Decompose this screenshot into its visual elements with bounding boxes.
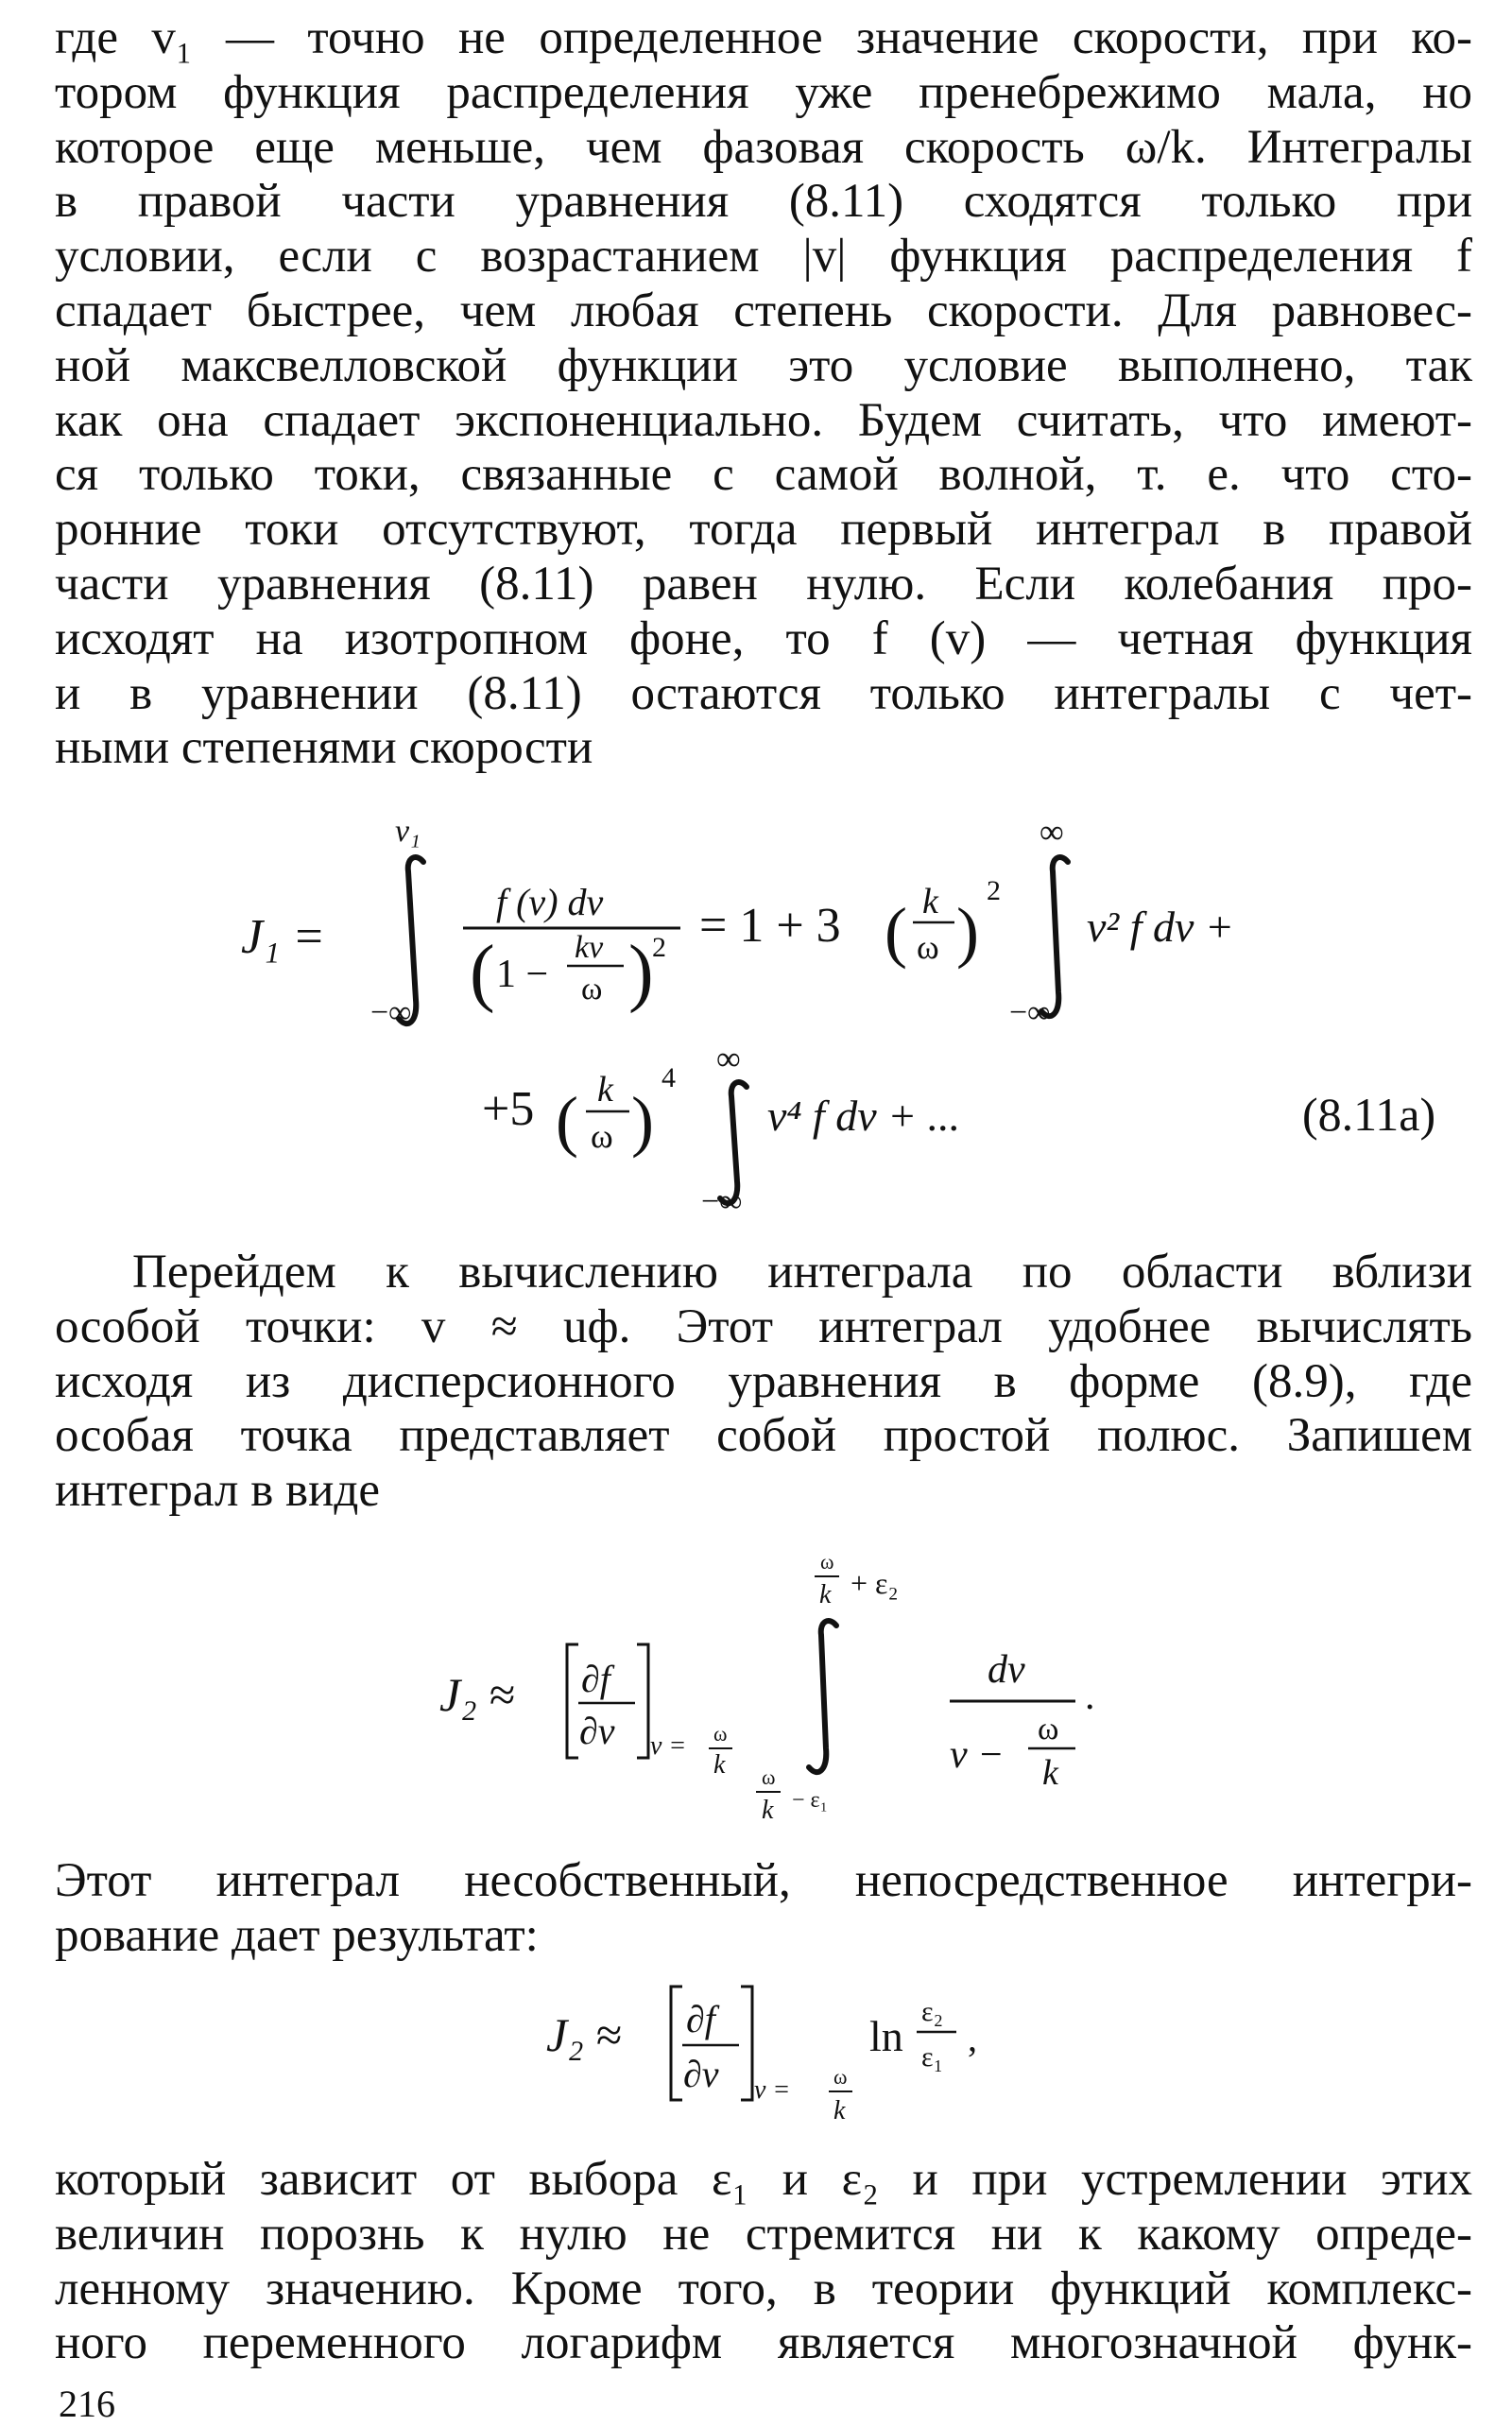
- text-line: где v₁ — точно не определенное значение скорости, при ко-: [55, 11, 1472, 64]
- text-line: ного переменного логарифм является многозначной функ-: [55, 2316, 1472, 2370]
- right-paren: ): [631, 1083, 654, 1159]
- eq2-dot: .: [1085, 1675, 1095, 1718]
- text-line: Этот интеграл несобственный, непосредственное интегри-: [55, 1854, 1472, 1907]
- eq2-lower-k: k: [762, 1796, 774, 1825]
- eq2-sub-omega: ω: [713, 1722, 728, 1746]
- eq1-power-2b: 2: [987, 875, 1001, 906]
- eq1-den-omega: ω: [581, 972, 603, 1007]
- eq2-upper-extra: + ε₂: [850, 1566, 899, 1600]
- left-paren: (: [470, 931, 495, 1014]
- eq3-lhs: J₂ ≈: [546, 2008, 622, 2061]
- text-line: условии, если с возрастанием |v| функция распределения f: [55, 230, 1472, 284]
- left-bracket: [567, 1644, 578, 1758]
- eq1-upper-limit: v₁: [395, 814, 421, 849]
- left-bracket: [671, 1987, 682, 2100]
- text-line: в правой части уравнения (8.11) сходятся только при: [55, 175, 1472, 229]
- eq1-omega: ω: [591, 1117, 613, 1155]
- eq2-lower-omega: ω: [762, 1765, 776, 1789]
- eq1-upper-inf: ∞: [716, 1040, 741, 1077]
- text-line: Перейдем к вычислению интеграла по области вблизи: [132, 1246, 1472, 1299]
- right-paren: ): [628, 931, 654, 1014]
- eq2-upper-k: k: [819, 1580, 832, 1609]
- eq1-lower-minf: −∞: [701, 1184, 743, 1219]
- text-line: исходят на изотропном фоне, то f (v) — четная функция: [55, 611, 1472, 665]
- eq2-den-omega: ω: [1038, 1712, 1059, 1746]
- text-line: особой точки: v ≈ uф. Этот интеграл удобнее вычислять: [55, 1299, 1472, 1353]
- text-line: ными степенями скорости: [55, 721, 593, 775]
- right-paren: ): [956, 894, 979, 970]
- eq3-dv: ∂v: [683, 2053, 719, 2095]
- eq3-sub: v =: [754, 2075, 791, 2105]
- eq1-lower-minf: −∞: [1009, 995, 1051, 1030]
- text-line: спадает быстрее, чем любая степень скорости. Для равновес-: [55, 284, 1472, 337]
- right-bracket: [741, 1987, 752, 2100]
- text-line: которое еще меньше, чем фазовая скорость ω/k. Интегралы: [55, 120, 1472, 174]
- paragraph-1: [55, 11, 1472, 776]
- text-line: интеграл в виде: [55, 1464, 381, 1518]
- eq2-df: ∂f: [581, 1658, 610, 1700]
- eq3-comma: ,: [968, 2017, 977, 2059]
- eq1-upper-inf: ∞: [1040, 813, 1064, 851]
- page-number: 216: [59, 2383, 115, 2425]
- paragraph-4: [55, 2153, 1472, 2371]
- eq3-sub-omega: ω: [833, 2065, 848, 2089]
- equation-j2-result: [0, 1966, 1512, 2136]
- eq1-integrand2: v⁴ f dv + ...: [767, 1092, 961, 1140]
- eq2-lower-extra: − ε₁: [792, 1788, 828, 1813]
- eq1-power-2: 2: [652, 932, 666, 963]
- eq2-upper-omega: ω: [820, 1550, 834, 1574]
- eq2-sub-k: k: [713, 1750, 726, 1780]
- eq1-power-4: 4: [662, 1062, 676, 1093]
- integral-sign: [1041, 857, 1068, 1016]
- eq1-line2-start: +5: [482, 1082, 535, 1136]
- text-line: исходя из дисперсионного уравнения в форме (8.9), где: [55, 1354, 1472, 1408]
- text-line: ронние токи отсутствуют, тогда первый интеграл в правой: [55, 503, 1472, 557]
- eq3-eps2: ε₂: [921, 1996, 944, 2027]
- text-line: ленному значению. Кроме того, в теории функций комплекс-: [55, 2262, 1472, 2315]
- eq1-equals-part: = 1 + 3: [699, 899, 841, 953]
- text-line: тором функция распределения уже пренебрежимо мала, но: [55, 65, 1472, 119]
- text-line: и в уравнении (8.11) остаются только интегралы с чет-: [55, 666, 1472, 720]
- equation-j2-integral: [0, 1550, 1512, 1833]
- integral-sign: [809, 1621, 836, 1772]
- equation-8-11a: [0, 803, 1512, 1219]
- text-line: как она спадает экспоненциально. Будем считать, что имеют-: [55, 393, 1472, 447]
- eq3-ln: ln: [869, 2012, 903, 2060]
- right-bracket: [637, 1644, 648, 1758]
- eq1-den-one: 1 −: [496, 953, 549, 996]
- left-paren: (: [556, 1083, 578, 1159]
- text-line: рование дает результат:: [55, 1908, 539, 1962]
- eq1-omega: ω: [917, 928, 939, 966]
- eq3-eps1: ε₁: [921, 2041, 944, 2073]
- eq2-dv: ∂v: [579, 1710, 615, 1752]
- text-line: величин порознь к нулю не стремится ни к какому опреде-: [55, 2207, 1472, 2261]
- eq2-sub: v =: [650, 1731, 687, 1761]
- left-paren: (: [885, 894, 907, 970]
- text-line: ся только токи, связанные с самой волной, т. е. что сто-: [55, 448, 1472, 502]
- eq1-numerator: f (v) dv: [496, 881, 604, 923]
- eq2-lhs: J₂ ≈: [439, 1668, 515, 1721]
- eq1-lhs: J₁ =: [241, 910, 326, 964]
- paragraph-2: [55, 1246, 1472, 1519]
- text-line: который зависит от выбора ε₁ и ε₂ и при устремлении этих: [55, 2153, 1472, 2206]
- eq1-den-kv: kv: [575, 930, 604, 965]
- eq3-df: ∂f: [686, 1998, 715, 2040]
- text-line: части уравнения (8.11) равен нулю. Если колебания про-: [55, 557, 1472, 611]
- equation-number: (8.11a): [1302, 1088, 1436, 1141]
- eq2-numerator: dv: [988, 1648, 1025, 1692]
- eq1-integrand1: v² f dv +: [1087, 903, 1234, 951]
- eq2-den-k: k: [1042, 1753, 1058, 1793]
- paragraph-3: [55, 1854, 1472, 1964]
- eq3-sub-k: k: [833, 2096, 846, 2125]
- eq1-k: k: [922, 882, 938, 921]
- eq2-den-v: v −: [950, 1733, 1005, 1777]
- eq1-k: k: [597, 1070, 613, 1110]
- eq1-lower-limit: −∞: [370, 995, 412, 1030]
- text-line: особая точка представляет собой простой полюс. Запишем: [55, 1409, 1472, 1463]
- text-line: ной максвелловской функции это условие выполнено, так: [55, 338, 1472, 392]
